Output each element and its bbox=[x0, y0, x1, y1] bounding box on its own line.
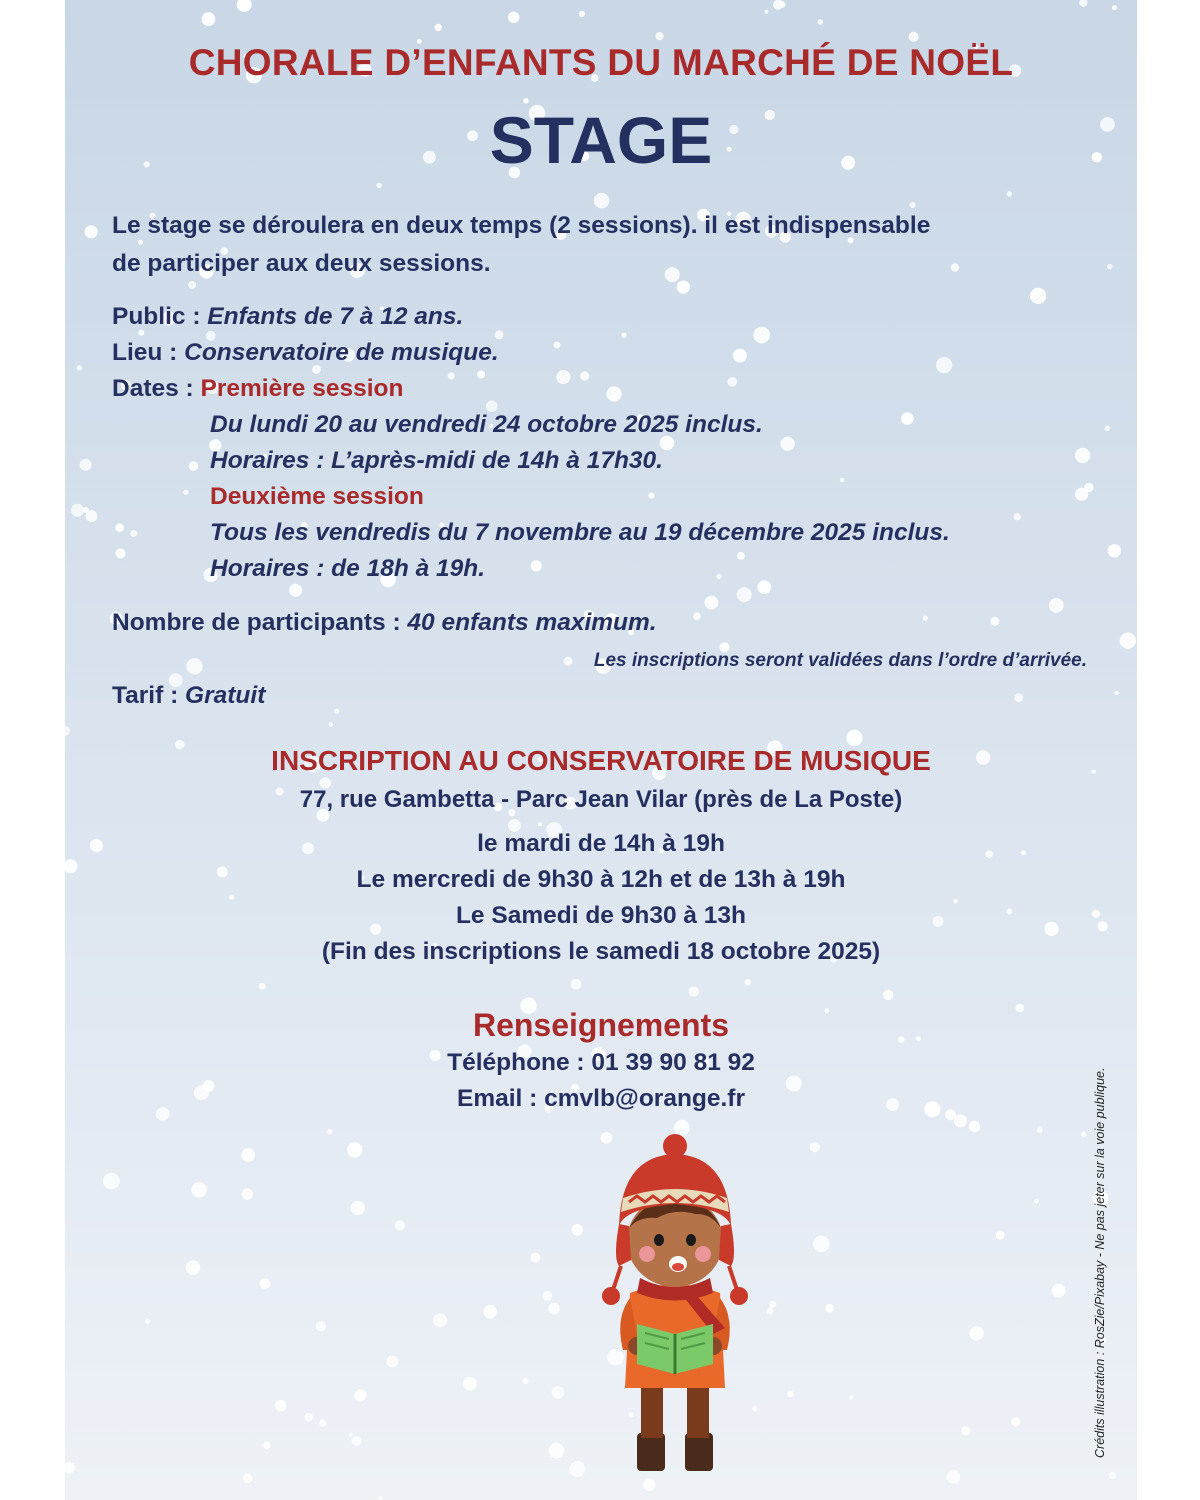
inscription-hours-saturday: Le Samedi de 9h30 à 13h bbox=[455, 902, 747, 929]
snowflake bbox=[745, 979, 752, 986]
tarif-row bbox=[112, 682, 265, 710]
inscription-heading: INSCRIPTION AU CONSERVATOIRE DE MUSIQUE bbox=[271, 745, 931, 776]
snowflake bbox=[810, 1142, 820, 1152]
snowflake bbox=[901, 412, 914, 425]
snowflake bbox=[813, 1236, 830, 1253]
event-subtitle: CHORALE D’ENFANTS DU MARCHÉ DE NOËL bbox=[188, 42, 1014, 83]
snowflake bbox=[387, 1356, 399, 1368]
dates-label: Dates : bbox=[112, 375, 201, 402]
participants-label: Nombre de participants : bbox=[112, 609, 408, 636]
snowflake bbox=[1007, 191, 1012, 196]
snowflake bbox=[717, 574, 722, 579]
snowflake bbox=[448, 372, 455, 379]
snowflake bbox=[316, 1321, 326, 1331]
singing-child-illustration bbox=[585, 1128, 765, 1478]
snowflake bbox=[849, 1395, 853, 1399]
snowflake bbox=[495, 330, 504, 339]
snowflake bbox=[263, 1442, 270, 1449]
snowflake bbox=[1049, 598, 1064, 613]
snowflake bbox=[477, 371, 485, 379]
snowflake bbox=[840, 478, 844, 482]
session2-title: Deuxième session bbox=[210, 483, 424, 510]
snowflake bbox=[569, 1461, 585, 1477]
snowflake bbox=[548, 1303, 560, 1315]
snowflake bbox=[145, 1319, 150, 1324]
illustration-credit: Crédits illustration : RosZie/Pixabay - Ne pas jeter sur la voie publique. bbox=[1093, 1067, 1107, 1458]
snowflake bbox=[522, 1378, 528, 1384]
inscription-hours-wednesday: Le mercredi de 9h30 à 12h et de 13h à 19h bbox=[356, 866, 846, 893]
snowflake bbox=[65, 1462, 75, 1474]
snowflake bbox=[463, 1377, 477, 1391]
snowflake bbox=[71, 504, 84, 517]
snowflake bbox=[275, 1400, 287, 1412]
snowflake bbox=[138, 240, 143, 245]
session1-hours: Horaires : L’après-midi de 14h à 17h30. bbox=[210, 447, 663, 474]
lieu-value: Conservatoire de musique. bbox=[184, 339, 499, 366]
snowflake bbox=[1120, 633, 1136, 649]
participants-note: Les inscriptions seront validées dans l’ordre d’arrivée. bbox=[593, 650, 1087, 671]
snowflake bbox=[259, 983, 266, 990]
snowflake bbox=[354, 1389, 366, 1401]
snowflake bbox=[818, 19, 824, 25]
snowflake bbox=[961, 1426, 970, 1435]
snowflake bbox=[188, 281, 196, 289]
snowflake bbox=[508, 11, 520, 23]
snowflake bbox=[319, 1420, 326, 1427]
snowflake bbox=[693, 612, 701, 620]
snowflake bbox=[1108, 544, 1121, 557]
participants-row bbox=[112, 609, 657, 637]
public-label: Public : bbox=[112, 303, 208, 330]
snowflake bbox=[571, 979, 582, 990]
snowflake bbox=[787, 1391, 793, 1397]
snowflake bbox=[531, 560, 542, 571]
snowflake bbox=[350, 1201, 365, 1216]
snowflake bbox=[648, 493, 654, 499]
inscription-hours-tuesday: le mardi de 14h à 19h bbox=[477, 830, 725, 857]
snowflake bbox=[289, 584, 302, 597]
snowflake bbox=[189, 461, 199, 471]
snowflake bbox=[130, 530, 137, 537]
snowflake bbox=[1034, 1199, 1039, 1204]
inscription-address: 77, rue Gambetta - Parc Jean Vilar (près de La Poste) bbox=[299, 786, 903, 813]
snowflake bbox=[1112, 5, 1117, 10]
snowflake bbox=[1011, 1418, 1020, 1427]
snowflake bbox=[764, 10, 768, 14]
snowflake bbox=[954, 1114, 967, 1127]
snowflake bbox=[1037, 1127, 1043, 1133]
snowflake bbox=[328, 722, 333, 727]
snowflake bbox=[606, 386, 621, 401]
snowflake bbox=[242, 1188, 253, 1199]
snowflake bbox=[1075, 448, 1090, 463]
session2-hours: Horaires : de 18h à 19h. bbox=[210, 555, 486, 582]
snowflake bbox=[237, 0, 252, 12]
snowflake bbox=[183, 490, 188, 495]
tarif-label: Tarif : bbox=[112, 682, 186, 709]
snowflake bbox=[564, 657, 573, 666]
snowflake bbox=[769, 1301, 776, 1308]
snowflake bbox=[85, 225, 98, 238]
snowflake bbox=[753, 327, 770, 344]
snowflake bbox=[241, 1148, 255, 1162]
snowflake bbox=[665, 267, 680, 282]
snowflake bbox=[727, 377, 737, 387]
snowflake bbox=[1079, 0, 1087, 7]
snowflake bbox=[1115, 691, 1119, 695]
snowflake bbox=[757, 580, 771, 594]
contact-email: Email : cmvlb@orange.fr bbox=[456, 1085, 746, 1112]
snowflake bbox=[1109, 1472, 1116, 1479]
snowflake bbox=[825, 1304, 834, 1313]
snowflake bbox=[304, 1413, 313, 1422]
session2-dates: Tous les vendredis du 7 novembre au 19 décembre 2025 inclus. bbox=[210, 519, 950, 546]
snowflake bbox=[733, 349, 747, 363]
intro-line-2: de participer aux deux sessions. bbox=[112, 250, 491, 277]
snowflake bbox=[379, 1496, 383, 1500]
lieu-row bbox=[112, 339, 499, 367]
snowflake bbox=[542, 1291, 552, 1301]
snowflake bbox=[773, 0, 783, 10]
poster bbox=[65, 0, 1137, 1500]
public-row bbox=[112, 303, 463, 331]
snowflake bbox=[260, 1278, 271, 1289]
snowflake bbox=[80, 459, 92, 471]
snowflake bbox=[538, 822, 542, 826]
snowflake bbox=[347, 1142, 362, 1157]
snowflake bbox=[186, 658, 202, 674]
snowflake bbox=[327, 1129, 332, 1134]
snowflake bbox=[1052, 1284, 1066, 1298]
snowflake bbox=[1107, 264, 1113, 270]
snowflake bbox=[689, 986, 699, 996]
snowflake bbox=[1014, 693, 1023, 702]
snowflake bbox=[186, 1260, 201, 1275]
snowflake bbox=[947, 1470, 961, 1484]
snowflake bbox=[483, 1305, 496, 1318]
page-title: STAGE bbox=[489, 103, 713, 177]
snowflake bbox=[554, 342, 561, 349]
snowflake bbox=[643, 1479, 655, 1491]
snowflake bbox=[334, 709, 339, 714]
snowflake bbox=[780, 437, 794, 451]
snowflake bbox=[549, 1443, 565, 1459]
session1-title: Première session bbox=[200, 375, 404, 402]
snowflake bbox=[909, 32, 919, 42]
snowflake bbox=[579, 11, 585, 17]
lieu-label: Lieu : bbox=[112, 339, 185, 366]
snowflake bbox=[376, 183, 382, 189]
snowflake bbox=[435, 24, 442, 31]
dates-row bbox=[112, 375, 403, 403]
snowflake bbox=[677, 281, 690, 294]
snowflake bbox=[352, 1436, 362, 1446]
snowflake bbox=[1075, 488, 1088, 501]
snowflake bbox=[705, 596, 719, 610]
snowflake bbox=[103, 1173, 120, 1190]
snowflake bbox=[1014, 513, 1021, 520]
snowflake bbox=[1081, 1132, 1086, 1137]
snowflake bbox=[737, 552, 745, 560]
snowflake bbox=[767, 1308, 774, 1315]
snowflake bbox=[737, 587, 752, 602]
snowflake bbox=[883, 990, 893, 1000]
snowflake bbox=[83, 507, 89, 513]
snowflake bbox=[594, 193, 610, 209]
tarif-value: Gratuit bbox=[185, 682, 266, 709]
snowflake bbox=[65, 726, 70, 736]
snowflake bbox=[936, 357, 952, 373]
contact-heading: Renseignements bbox=[472, 1007, 730, 1043]
snowflake bbox=[969, 1326, 983, 1340]
public-value: Enfants de 7 à 12 ans. bbox=[207, 303, 464, 330]
snowflake bbox=[990, 617, 999, 626]
snowflake bbox=[969, 1121, 980, 1132]
snowflake bbox=[243, 1474, 253, 1484]
contact-phone: Téléphone : 01 39 90 81 92 bbox=[447, 1049, 755, 1076]
snowflake bbox=[923, 616, 928, 621]
snowflake bbox=[580, 371, 589, 380]
snowflake bbox=[909, 202, 915, 208]
snowflake bbox=[556, 370, 570, 384]
snowflake bbox=[572, 1224, 583, 1235]
snowflake bbox=[116, 549, 126, 559]
snowflake bbox=[951, 263, 959, 271]
snowflake bbox=[1105, 426, 1110, 431]
session1-dates: Du lundi 20 au vendredi 24 octobre 2025 inclus. bbox=[210, 411, 763, 438]
snowflake bbox=[846, 730, 862, 746]
snowflake bbox=[191, 1182, 207, 1198]
participants-value: 40 enfants maximum. bbox=[407, 609, 657, 636]
snowflake bbox=[996, 1231, 1005, 1240]
snowflake bbox=[115, 523, 124, 532]
snowflake bbox=[1030, 288, 1046, 304]
snowflake bbox=[655, 32, 663, 40]
snowflake bbox=[531, 1253, 541, 1263]
intro-line-1: Le stage se déroulera en deux temps (2 sessions). il est indispensable bbox=[112, 212, 931, 239]
inscription-deadline: (Fin des inscriptions le samedi 18 octobre 2025) bbox=[321, 938, 881, 965]
snowflake bbox=[621, 333, 626, 338]
snowflake bbox=[229, 895, 234, 900]
snowflake bbox=[395, 1220, 405, 1230]
snowflake bbox=[552, 1386, 565, 1399]
snowflake bbox=[77, 365, 83, 371]
snowflake bbox=[349, 1433, 353, 1437]
snowflake bbox=[433, 1314, 447, 1328]
snowflake bbox=[202, 12, 216, 26]
